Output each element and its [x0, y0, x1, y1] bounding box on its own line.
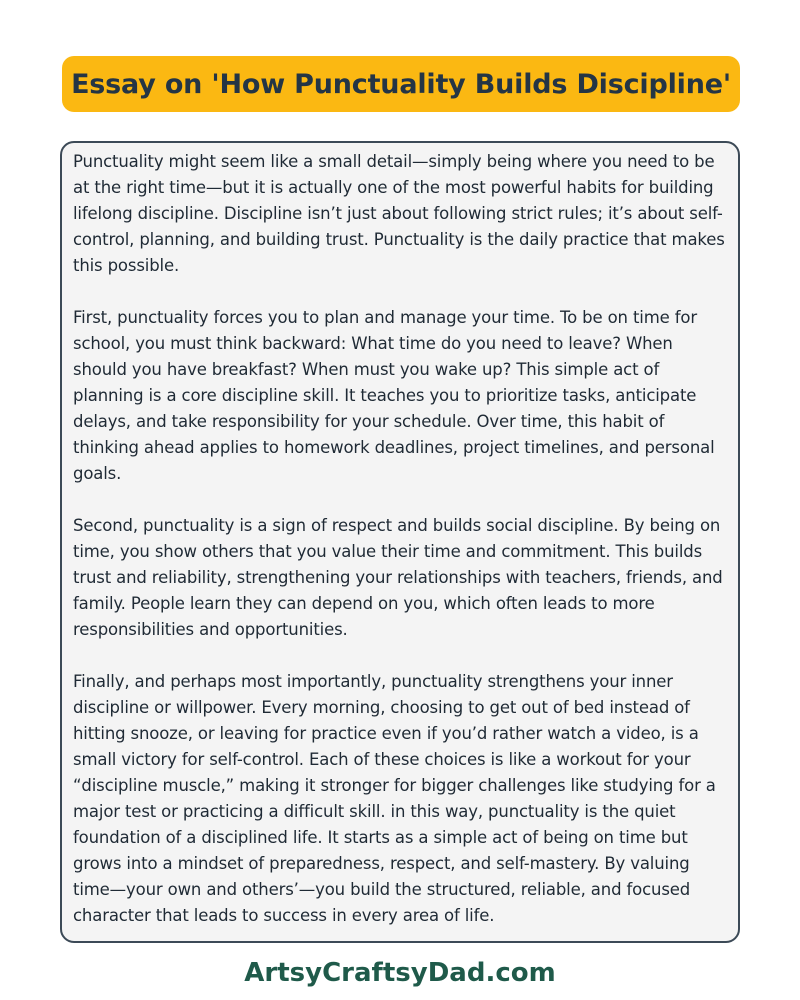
essay-paragraph-planning: First, punctuality forces you to plan and manage your time. To be on time for school, you must think backward: What time do you need to leave? When should you have breakfast? When must you wake up? This simple act of planning is a core discipline skill. It teaches you to prioritize tasks, anticipate delays, and take responsibility for your schedule. Over time, this habit of thinking ahead applies to homework deadlines, project timelines, and personal goals.: [73, 308, 715, 483]
essay-paragraph-intro: Punctuality might seem like a small detail—simply being where you need to be at the right time—but it is actually one of the most powerful habits for building lifelong discipline. Discipline isn’t just about following strict rules; it’s about self-control, planning, and building trust. Punctuality is the daily practice that makes this possible.: [73, 152, 725, 275]
page-title: Essay on 'How Punctuality Builds Discipline': [71, 68, 731, 100]
essay-box: [60, 141, 740, 943]
essay-paragraph-respect: Second, punctuality is a sign of respect and builds social discipline. By being on time, you show others that you value their time and commitment. This builds trust and reliability, strengthening your relationships with teachers, friends, and family. People learn they can depend on you, which often leads to more responsibilities and opportunities.: [73, 516, 723, 639]
title-banner: [62, 56, 740, 112]
footer-brand: ArtsyCraftsyDad.com: [244, 958, 556, 988]
essay-paragraph-willpower: Finally, and perhaps most importantly, punctuality strengthens your inner discipline or willpower. Every morning, choosing to get out of bed instead of hitting snooze, or leaving for practice even if you’d rather watch a video, is a small victory for self-control. Each of these choices is like a workout for your “discipline muscle,” making it stronger for bigger challenges like studying for a major test or practicing a difficult skill. in this way, punctuality is the quiet foundation of a disciplined life. It starts as a simple act of being on time but grows into a mindset of preparedness, respect, and self-mastery. By valuing time—your own and others’—you build the structured, reliable, and focused character that leads to success in every area of life.: [73, 672, 716, 925]
